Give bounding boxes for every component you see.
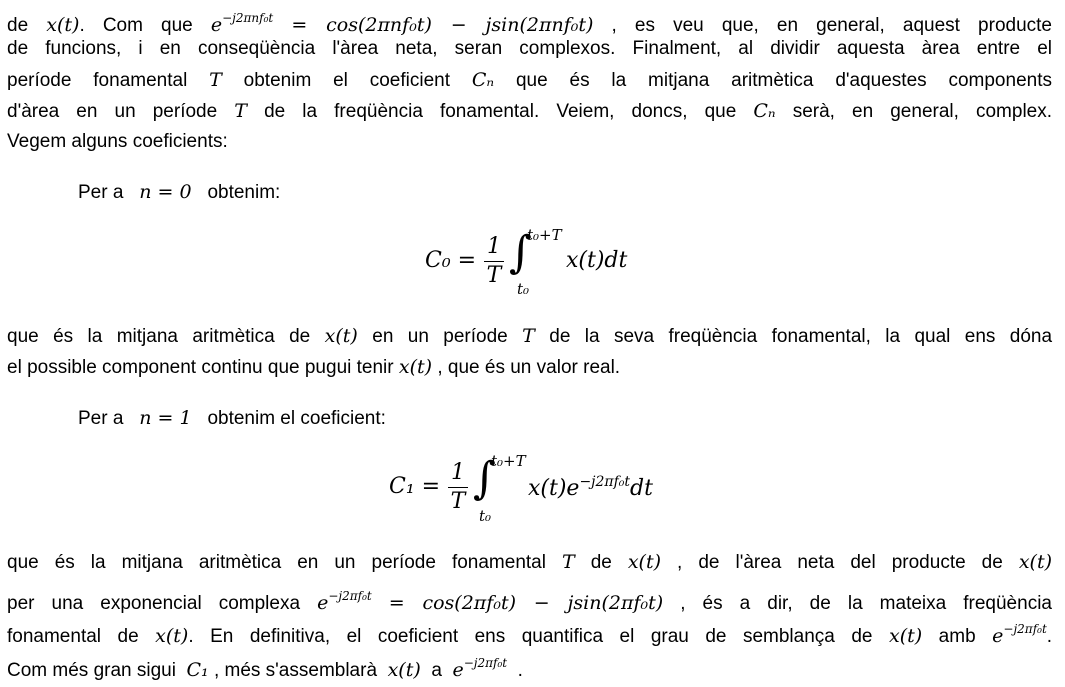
case1-intro: Per a n = 1 obtenim el coeficient:: [78, 407, 386, 429]
integral-sign: ∫: [473, 453, 496, 504]
paragraph3-line1: que és la mitjana aritmètica en un període fonamental T de x(t) , de l'àrea neta del producte de x(t): [7, 551, 1053, 573]
math-T: T: [234, 100, 247, 122]
paragraph2-line1: que és la mitjana aritmètica de x(t) en un període T de la seva freqüència fonamental, la qual ens dóna: [7, 325, 1053, 347]
eq-lhs: C₁ =: [389, 474, 441, 499]
eq-lower-limit: t₀: [517, 280, 530, 298]
math-condition: n = 1: [139, 407, 192, 429]
case0-intro: Per a n = 0 obtenim:: [78, 181, 281, 203]
math-condition: n = 0: [139, 181, 192, 203]
paragraph2-line2: el possible component continu que pugui tenir x(t) , que és un valor real.: [7, 356, 621, 378]
math-exponential: $e^{-j2\pi f_0t}$: [317, 589, 372, 614]
math-exponential: $e^{-j2\pi f_0t}$: [992, 622, 1047, 647]
paragraph3-line3: fonamental de x(t). En definitiva, el coeficient ens quantifica el grau de semblança de x(t) amb $e^{-j2\pi f_0t}$.: [7, 622, 1053, 647]
math-xt: x(t): [1018, 551, 1053, 573]
paragraph3-line2: per una exponencial complexa $e^{-j2\pi f_0t} = \cos(2\pi f_0t) - jsin(2\pi f_0t)$ , és a dir, de la mateixa freqüència: [7, 589, 1052, 614]
math-Cn: Cₙ: [753, 100, 776, 122]
paragraph1-line4: d'àrea en un període T de la freqüència fonamental. Veiem, doncs, que Cₙ serà, en general, complex.: [7, 100, 1053, 122]
math-xt: x(t): [46, 14, 80, 36]
math-euler: = cos(2πnf₀t) − jsin(2πnf₀t): [291, 14, 594, 36]
eq-integrand: $x(t)e^{-j2\pi f_0t}dt$: [528, 474, 653, 501]
text: , es veu que, en general, aquest producte: [611, 15, 1052, 36]
math-xt: x(t): [888, 625, 923, 647]
math-T: T: [522, 325, 535, 347]
eq-fraction: $\frac{1}{T}$: [484, 233, 504, 290]
math-euler: = cos(2πf₀t) − jsin(2πf₀t): [388, 592, 664, 614]
paragraph3-line4: Com més gran sigui C₁ , més s'assemblarà x(t) a $e^{-j2\pi f_0t}$ .: [7, 656, 523, 681]
paragraph1-line2: de funcions, i en conseqüència l'àrea neta, seran complexos. Finalment, al dividir aquesta àrea entre el: [7, 38, 1052, 59]
math-T: T: [209, 69, 222, 91]
eq-fraction: $\frac{1}{T}$: [448, 459, 468, 516]
math-exponential: $e^{-j2\pi nf_0t}$: [210, 11, 274, 36]
math-C1: C₁: [186, 659, 209, 681]
math-xt: x(t): [155, 625, 189, 647]
paragraph1-line3: període fonamental T obtenim el coeficient Cₙ que és la mitjana aritmètica d'aquestes components: [7, 69, 1052, 91]
eq-lhs: C₀ =: [425, 248, 477, 273]
eq-lower-limit: t₀: [479, 507, 492, 525]
text: de: [7, 15, 47, 36]
math-exponential: $e^{-j2\pi f_0t}$: [452, 656, 508, 681]
eq-upper-limit: t₀+T: [491, 452, 526, 470]
integral-sign: ∫: [509, 227, 532, 278]
math-Cn: Cₙ: [471, 69, 495, 91]
math-xt: x(t): [324, 325, 358, 347]
eq-upper-limit: t₀+T: [527, 226, 562, 244]
eq-integrand: x(t)dt: [566, 248, 628, 273]
math-xt: x(t): [627, 551, 662, 573]
math-T: T: [561, 551, 575, 573]
text: . Com que: [79, 15, 211, 36]
math-xt: x(t): [387, 659, 421, 681]
paragraph1-line5: Vegem alguns coeficients:: [7, 131, 228, 152]
math-xt: x(t): [398, 356, 433, 378]
